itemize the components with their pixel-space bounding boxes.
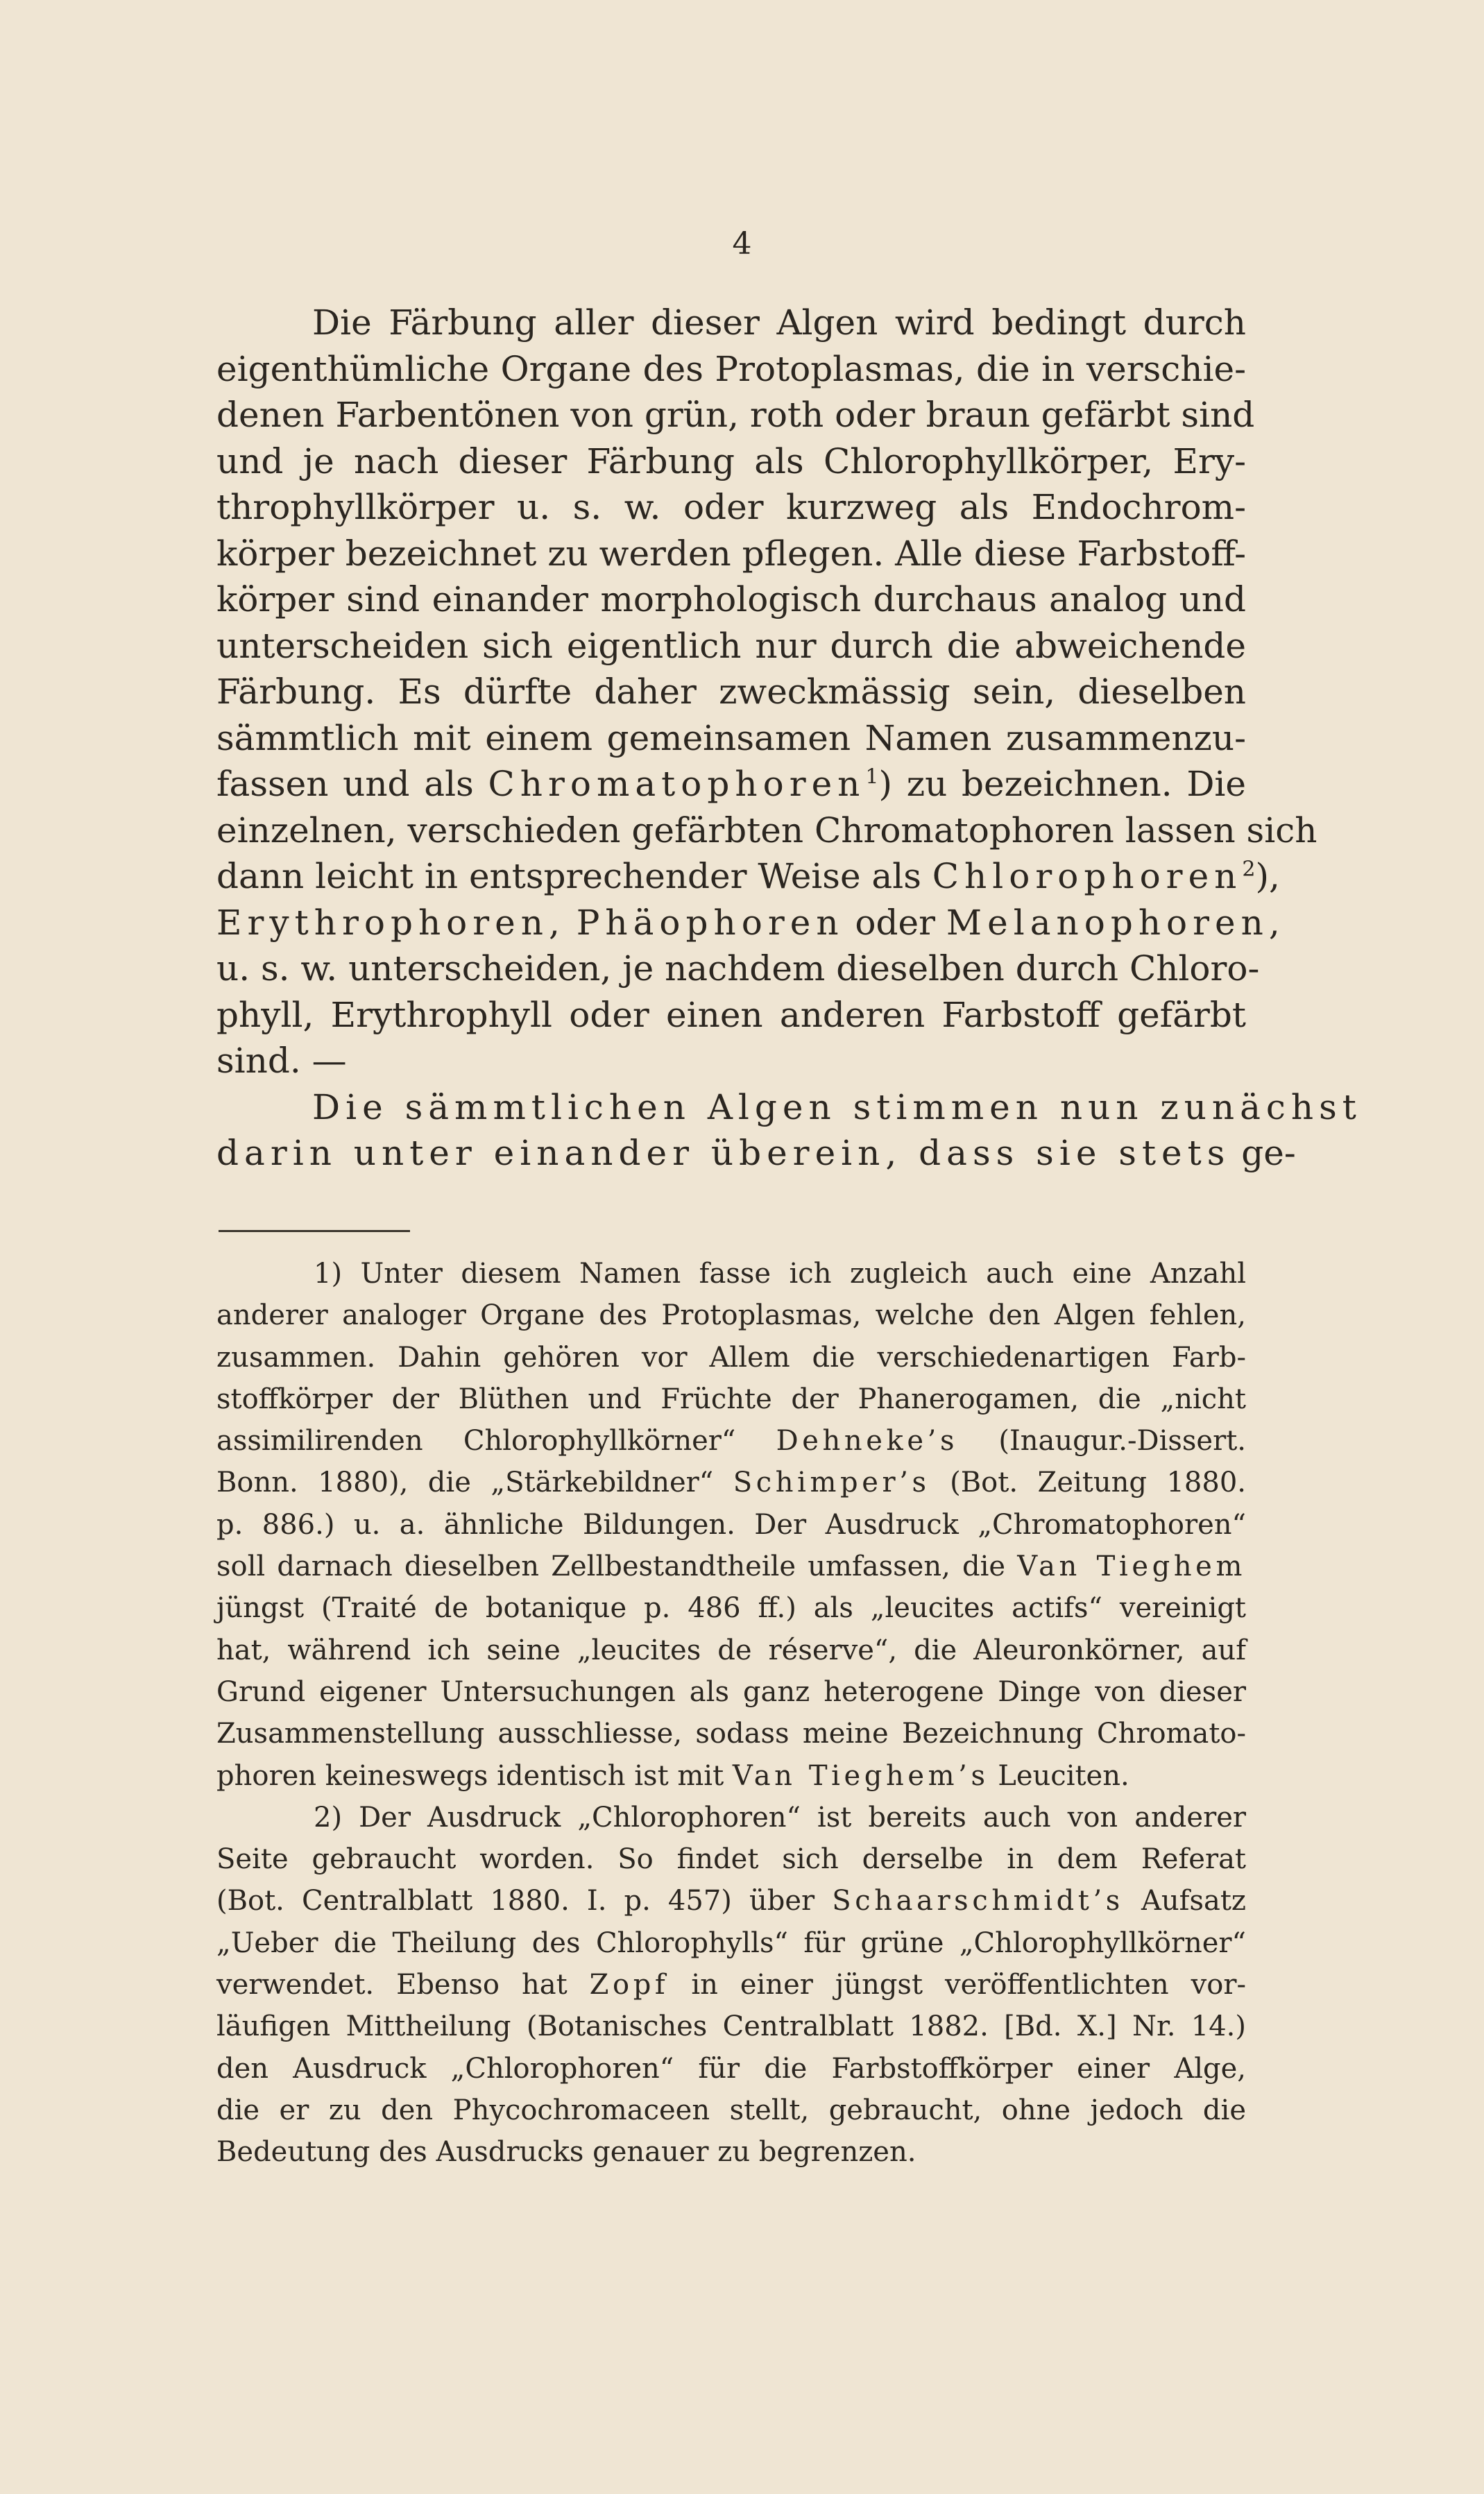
footnote-line: zusammen. Dahin gehören vor Allem die verschiedenartigen Farb- (216, 1341, 1246, 1374)
text-line: körper sind einander morphologisch durchaus analog und (216, 579, 1246, 620)
text-fragment: ), (1255, 856, 1280, 896)
text-line (216, 900, 1286, 946)
text-line: u. s. w. unterscheiden, je nachdem dieselben durch Chloro- (216, 948, 1260, 989)
spaced-term: darin unter einander überein, dass sie stets (216, 1133, 1231, 1173)
footnote-line (216, 1546, 1246, 1587)
text-line: eigenthümliche Organe des Protoplasmas, die in verschie- (216, 348, 1246, 389)
footnote-line (216, 1755, 1246, 1797)
paragraph-1 (216, 300, 1317, 1084)
text-line: sind. — (216, 1041, 347, 1081)
footnote-ref[interactable]: 2 (1242, 857, 1256, 882)
footnote-line: den Ausdruck „Chlorophoren“ für die Farbstoffkörper einer Alge, (216, 2052, 1246, 2085)
text-fragment: ge- (1230, 1133, 1296, 1173)
text-fragment: Leuciten. (989, 1759, 1129, 1792)
page-number: 4 (732, 226, 752, 262)
text-fragment: soll darnach dieselben Zellbestandtheile umfassen, die (216, 1551, 1018, 1583)
text-line: Die sämmtlichen Algen stimmen nun zunächst (312, 1086, 1362, 1127)
spaced-term: Melanophoren, (946, 902, 1286, 943)
text-line: körper bezeichnet zu werden pflegen. Alle diese Farbstoff- (216, 533, 1246, 574)
text-fragment: (Bot. Centralblatt 1880. I. p. 457) über (216, 1885, 833, 1918)
author-name: Van Tieghem’s (732, 1759, 989, 1792)
text-fragment: (Bot. Zeitung 1880. (930, 1467, 1246, 1499)
text-line: und je nach dieser Färbung als Chlorophyllkörper, Ery- (216, 441, 1246, 481)
text-fragment: phoren keineswegs identisch ist mit (216, 1759, 733, 1792)
footnote-line: Seite gebraucht worden. So findet sich derselbe in dem Referat (216, 1843, 1246, 1876)
text-fragment: oder (844, 902, 946, 943)
author-name: Van Tieghem (1017, 1551, 1246, 1583)
footnote-line: 2) Der Ausdruck „Chlorophoren“ ist bereits auch von anderer (314, 1801, 1246, 1834)
text-line (216, 853, 1280, 900)
text-line: Färbung. Es dürfte daher zweckmässig sein, dieselben (216, 672, 1246, 712)
text-fragment: in einer jüngst veröffentlichten vor- (669, 1969, 1246, 2001)
text-line: denen Farbentönen von grün, roth oder braun gefärbt sind (216, 395, 1255, 435)
text-fragment: verwendet. Ebenso hat (216, 1969, 590, 2001)
spaced-term: Phäophoren (576, 902, 844, 943)
footnote-2 (216, 1797, 1246, 2173)
spaced-term: Chromatophoren (488, 764, 866, 804)
footnote-line: p. 886.) u. a. ähnliche Bildungen. Der Ausdruck „Chromatophoren“ (216, 1508, 1246, 1541)
text-line: einzelnen, verschieden gefärbten Chromatophoren lassen sich (216, 810, 1317, 851)
footnote-line: jüngst (Traité de botanique p. 486 ff.) als „leucites actifs“ vereinigt (216, 1592, 1246, 1625)
text-line: phyll, Erythrophyll oder einen anderen Farbstoff gefärbt (216, 994, 1246, 1035)
footnote-line: läufigen Mittheilung (Botanisches Centralblatt 1882. [Bd. X.] Nr. 14.) (216, 2010, 1246, 2043)
text-fragment: ) zu bezeichnen. Die (878, 764, 1247, 804)
footnote-line: stoffkörper der Blüthen und Früchte der Phanerogamen, die „nicht (216, 1383, 1246, 1415)
footnote-ref[interactable]: 1 (865, 765, 879, 789)
footnote-line: Zusammenstellung ausschliesse, sodass meine Bezeichnung Chromato- (216, 1718, 1246, 1750)
spaced-term: Erythrophoren, (216, 902, 565, 943)
text-fragment: fassen und als (216, 764, 488, 804)
text-fragment: assimilirenden Chlorophyllkörner“ (216, 1425, 776, 1458)
author-name: Zopf (589, 1969, 669, 2001)
text-line: throphyllkörper u. s. w. oder kurzweg als Endochrom- (216, 487, 1246, 527)
footnote-line (216, 1880, 1246, 1922)
text-fragment: (Inaugur.-Dissert. (958, 1425, 1246, 1458)
footnote-line: Bedeutung des Ausdrucks genauer zu begrenzen. (216, 2136, 916, 2169)
text-fragment: dann leicht in entsprechender Weise als (216, 856, 932, 896)
text-fragment: Aufsatz (1123, 1885, 1246, 1918)
footnote-line: die er zu den Phycochromaceen stellt, gebraucht, ohne jedoch die (216, 2094, 1246, 2126)
spaced-term: Chlorophoren (932, 856, 1243, 896)
footnote-line (216, 1964, 1246, 2006)
footnote-divider (219, 1230, 410, 1232)
footnote-line: 1) Unter diesem Namen fasse ich zugleich auch eine Anzahl (314, 1258, 1246, 1290)
text-line (216, 761, 1246, 808)
text-line: sämmtlich mit einem gemeinsamen Namen zusammenzu- (216, 717, 1246, 758)
text-fragment: Bonn. 1880), die „Stärkebildner“ (216, 1467, 733, 1499)
author-name: Schimper’s (733, 1467, 930, 1499)
author-name: Schaarschmidt’s (832, 1885, 1124, 1918)
footnote-line: hat, während ich seine „leucites de réserve“, die Aleuronkörner, auf (216, 1634, 1246, 1666)
text-line: unterscheiden sich eigentlich nur durch die abweichende (216, 625, 1246, 666)
footnote-line: „Ueber die Theilung des Chlorophylls“ für grüne „Chlorophyllkörner“ (216, 1927, 1246, 1959)
main-text (216, 300, 1362, 1177)
footnote-line: Grund eigener Untersuchungen als ganz heterogene Dinge von dieser (216, 1675, 1246, 1708)
footnote-line: anderer analoger Organe des Protoplasmas, welche den Algen fehlen, (216, 1299, 1246, 1332)
footnote-1 (216, 1253, 1246, 1797)
paragraph-2 (216, 1084, 1362, 1177)
footnote-line (216, 1420, 1246, 1462)
footnote-line (216, 1462, 1246, 1503)
footnotes (216, 1253, 1246, 2173)
text-line: Die Färbung aller dieser Algen wird bedingt durch (312, 302, 1246, 343)
author-name: Dehneke’s (776, 1425, 959, 1458)
text-line (216, 1130, 1296, 1177)
